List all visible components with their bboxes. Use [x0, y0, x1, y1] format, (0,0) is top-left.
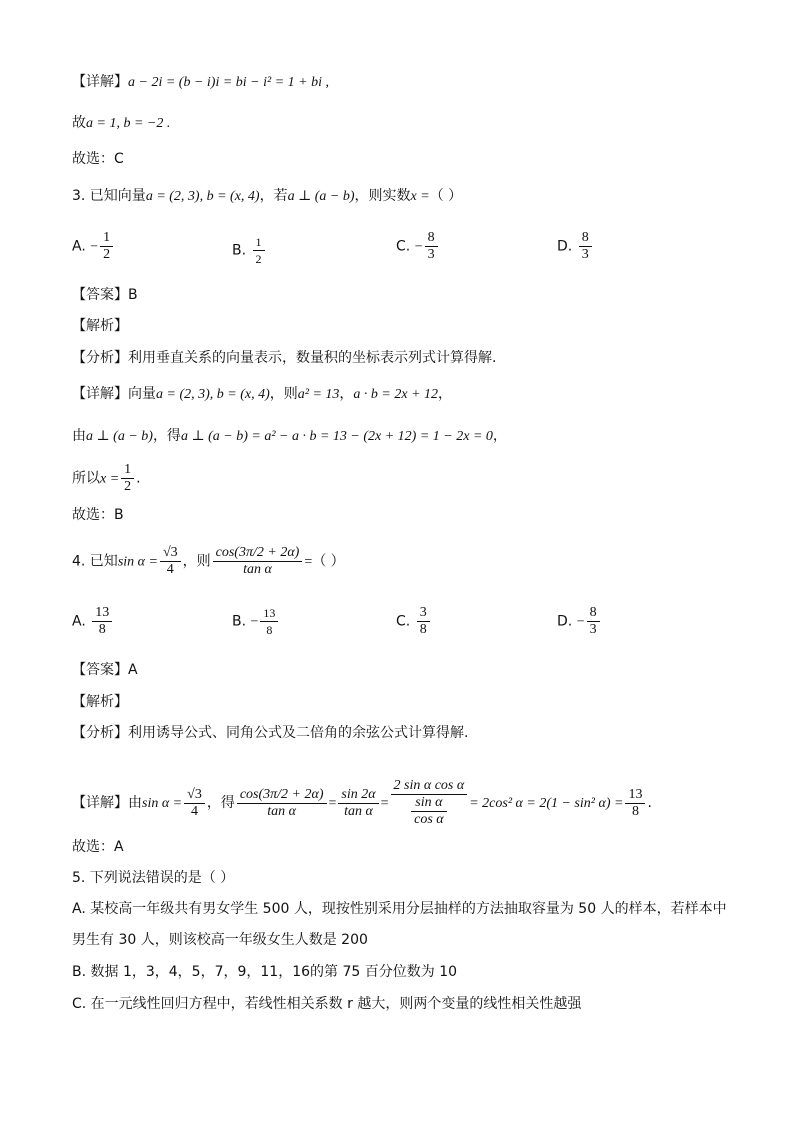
q4-prefix: 4. 已知 — [72, 553, 118, 570]
q3-answer — [72, 285, 138, 305]
q4-option-c — [396, 605, 432, 638]
fraction-den: 8 — [98, 622, 106, 637]
fraction-den: tan α — [243, 562, 272, 577]
q5-option-a-line-1 — [72, 899, 727, 919]
q3-condition: a ⊥ (a − b) — [287, 189, 355, 204]
detail-fraction-1 — [237, 787, 327, 820]
q5-stem-text: 5. 下列说法错误的是（ ） — [72, 870, 235, 886]
inner-fraction — [411, 795, 447, 828]
option-label: B. — [232, 613, 247, 630]
fraction-num: 8 — [425, 230, 438, 247]
detail-prefix: 由 — [72, 428, 86, 444]
q5-option-c — [72, 994, 581, 1014]
q5-option-c-text: C. 在一元线性回归方程中，若线性相关系数 r 越大，则两个变量的线性相关性越强 — [72, 996, 582, 1012]
detail-fraction-4 — [625, 787, 645, 820]
choose-line-2 — [72, 149, 124, 169]
detail-line-1 — [72, 72, 329, 93]
q3-detail-1: 【详解】向量a = (2, 3), b = (x, 4)，则a² = 13，a · b = 2x + 12， — [72, 386, 453, 402]
jiexi-text: 【解析】 — [72, 694, 128, 710]
q3-option-d — [557, 230, 594, 263]
analysis-text: 【分析】利用垂直关系的向量表示，数量积的坐标表示列式计算得解. — [72, 350, 497, 366]
q3-prefix: 3. 已知向量 — [72, 188, 146, 204]
fraction-den: 2 — [255, 252, 262, 266]
analysis-text: 【分析】利用诱导公式、同角公式及二倍角的余弦公式计算得解. — [72, 725, 469, 741]
result-prefix: 故 — [72, 115, 86, 131]
fraction-num: 8 — [579, 230, 592, 247]
q4-answer — [72, 660, 138, 680]
fraction-num: 3 — [417, 605, 430, 622]
jiexi-text: 【解析】 — [72, 318, 128, 334]
q3-jiexi — [72, 316, 128, 336]
fraction-den: 8 — [419, 622, 427, 637]
q4-paren: （ ） — [312, 553, 345, 570]
q4-expression-fraction — [213, 545, 303, 578]
option-label: C. — [396, 238, 411, 255]
detail-mid: ，得 — [152, 428, 181, 444]
fraction-den: tan α — [344, 803, 373, 819]
q5-option-a-line-2 — [72, 930, 368, 950]
question-4-stem — [72, 545, 345, 578]
q3-vectors: a = (2, 3), b = (x, 4) — [145, 189, 260, 204]
option-fraction — [417, 605, 430, 638]
q5-option-a-text-1: A. 某校高一年级共有男女学生 500 人，现按性别采用分层抽样的方法抽取容量为 50 人的样本，若样本中 — [72, 901, 727, 917]
option-fraction — [100, 230, 113, 263]
option-fraction — [425, 230, 438, 263]
detail-fraction-2 — [338, 787, 378, 820]
fraction-den: 3 — [589, 622, 597, 637]
q3-so-line: 所以x = $\frac{1}{2}$ . — [72, 462, 141, 494]
q4-detail: 【详解】由sin α = $\frac{√3}{4}$ ，得 $\frac{\cos(3\pi/2 + 2\alpha)}{\text{tan α}}$ = $\frac{\sin 2\alpha}{\text{tan α}}$ = $\frac{\text{2 sin α cos α}}{\frac{\text{sin α}}{\text{cos α}}}$ = 2cos² α = 2(1 − sin² α) = $\frac{13}{8}$ . — [72, 778, 652, 827]
detail-sin: sin α = — [142, 796, 183, 811]
detail-math-2: a ⊥ (a − b) = a² − a · b = 13 − (2x + 12) = 1 − 2x = 0 — [180, 429, 493, 444]
option-sign: − — [90, 239, 99, 255]
option-sign: − — [414, 239, 423, 255]
detail-math-3: a · b = 2x + 12 — [353, 387, 439, 402]
option-label: A. — [72, 238, 86, 255]
option-sign: − — [250, 614, 259, 630]
q5-option-b-text: B. 数据 1，3，4，5，7，9，11，16的第 75 百分位数为 10 — [72, 964, 458, 980]
fraction-num: 13 — [625, 787, 645, 804]
fraction-num: cos(3π/2 + 2α) — [237, 787, 327, 804]
fraction-den: 8 — [631, 803, 639, 819]
detail-rest: = 2cos² α = 2(1 − sin² α) = — [469, 796, 624, 811]
choose-text: 故选：A — [72, 839, 124, 855]
detail-math-1: a = (2, 3), b = (x, 4) — [156, 387, 270, 402]
detail-prefix: 【详解】 — [72, 74, 128, 90]
fraction-num: 2 sin α cos α — [391, 778, 468, 795]
result-line — [72, 113, 170, 134]
detail-prefix: 【详解】向量 — [72, 386, 156, 402]
fraction-num: √3 — [184, 787, 205, 804]
q5-option-b — [72, 962, 457, 982]
option-label: A. — [72, 613, 86, 630]
detail-end: ， — [438, 386, 453, 402]
detail-math: a − 2i = (b − i)i = bi − i² = 1 + bi , — [128, 75, 329, 90]
fraction-num: 8 — [587, 605, 600, 622]
fraction-den: 3 — [581, 247, 589, 262]
q3-mid: ，若 — [259, 188, 288, 204]
question-5-stem — [72, 868, 234, 888]
q4-choose — [72, 837, 124, 857]
option-fraction — [92, 605, 112, 638]
q4-sqrt-fraction — [160, 545, 181, 578]
fraction-den: 2 — [103, 247, 111, 262]
fraction-den: 4 — [166, 562, 174, 577]
option-sign: − — [576, 614, 585, 630]
fraction-den: tan α — [267, 803, 297, 819]
q3-suffix: ，则实数 — [354, 188, 411, 204]
fraction-num: 13 — [260, 605, 278, 622]
detail-fraction-3 — [391, 778, 468, 828]
detail-mid: ，得 — [206, 795, 235, 811]
option-fraction — [253, 234, 265, 267]
q3-paren: （ ） — [429, 188, 463, 204]
option-label: D. — [557, 613, 573, 630]
q3-choose — [72, 505, 124, 525]
option-label: D. — [557, 238, 573, 255]
detail-end: ， — [492, 428, 507, 444]
option-fraction — [579, 230, 592, 263]
result-math: a = 1, b = −2 . — [86, 116, 171, 131]
so-prefix: 所以 — [72, 470, 100, 487]
option-fraction — [260, 605, 278, 638]
option-label: C. — [396, 613, 411, 630]
fraction-num: 1 — [121, 462, 134, 479]
fraction-num: 13 — [92, 605, 112, 622]
q4-analysis — [72, 723, 468, 743]
compound-den — [391, 795, 468, 828]
fraction-den: cos α — [414, 812, 444, 827]
q4-mid: ，则 — [182, 553, 211, 570]
fraction-den: 3 — [427, 247, 435, 262]
q3-option-c — [396, 230, 440, 263]
option-fraction — [587, 605, 600, 638]
choose-text: 故选：C — [72, 151, 124, 167]
q4-option-a — [72, 605, 114, 638]
q4-eq: = — [304, 554, 313, 570]
fraction-num: √3 — [160, 545, 181, 562]
fraction-den: 2 — [124, 479, 132, 494]
fraction-den: 4 — [190, 803, 198, 819]
answer-text: 【答案】A — [72, 662, 138, 678]
q4-option-d — [557, 605, 602, 638]
q4-jiexi — [72, 692, 128, 712]
option-label: B. — [232, 242, 247, 259]
q3-detail-2 — [72, 426, 507, 447]
detail-math-2: a² = 13 — [297, 387, 340, 402]
fraction-num: 1 — [100, 230, 113, 247]
detail-prefix: 【详解】由 — [72, 795, 142, 811]
question-3-stem — [72, 186, 462, 207]
fraction-den: 8 — [266, 623, 273, 637]
q4-sin: sin α = — [117, 554, 158, 570]
q3-analysis — [72, 348, 496, 368]
detail-mid: ，则 — [269, 386, 298, 402]
detail-sqrt-fraction — [184, 787, 205, 820]
q3-option-a — [72, 230, 115, 263]
so-x: x = — [100, 471, 120, 487]
fraction-num: 1 — [253, 234, 265, 251]
so-fraction — [121, 462, 134, 495]
fraction-num: sin α — [411, 795, 447, 812]
q4-option-b — [232, 605, 280, 638]
fraction-num: cos(3π/2 + 2α) — [213, 545, 303, 562]
q3-option-b — [232, 234, 267, 267]
q3-x: x = — [410, 189, 430, 204]
detail-math-1: a ⊥ (a − b) — [86, 429, 153, 444]
q5-option-a-text-2: 男生有 30 人，则该校高一年级女生人数是 200 — [72, 932, 368, 948]
fraction-num: sin 2α — [338, 787, 378, 804]
answer-text: 【答案】B — [72, 287, 138, 303]
choose-text: 故选：B — [72, 507, 124, 523]
